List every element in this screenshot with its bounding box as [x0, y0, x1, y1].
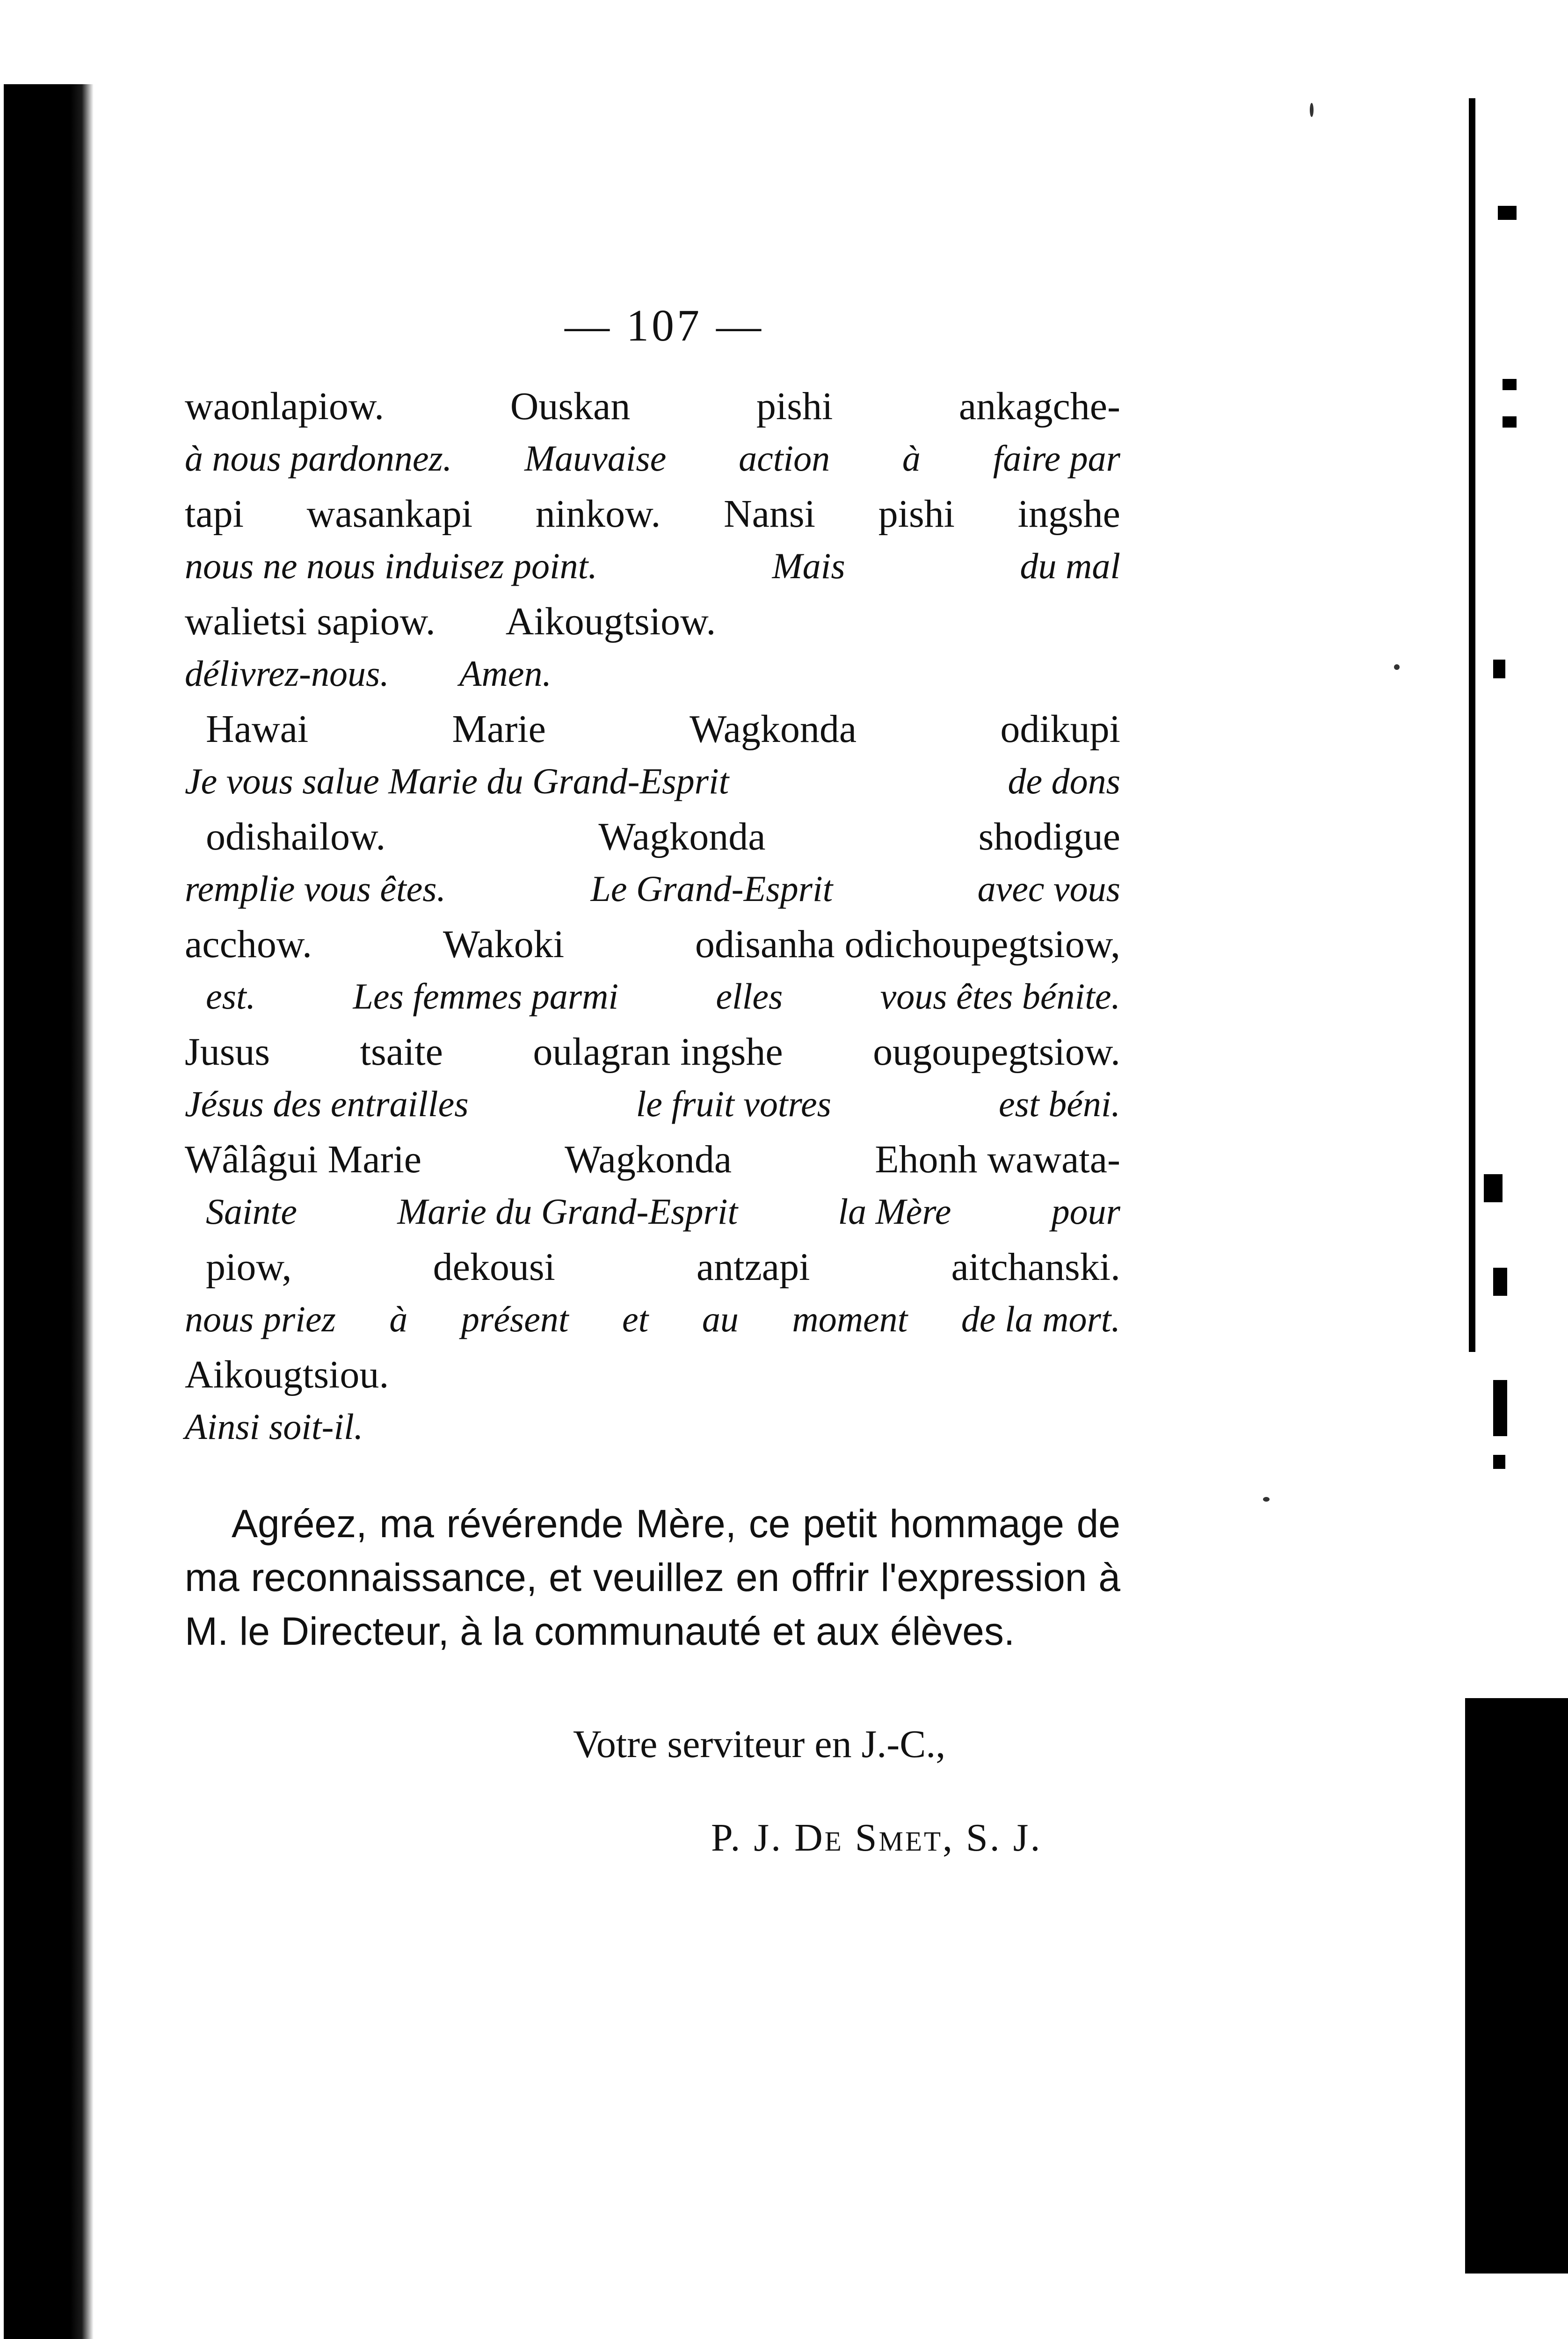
- original-line: [185, 1137, 1120, 1191]
- line-word: à: [389, 1299, 408, 1339]
- line-word: Le Grand-Esprit: [590, 868, 833, 909]
- line-word: tapi: [185, 492, 244, 536]
- line-word: action: [739, 438, 830, 479]
- line-word: Marie: [452, 707, 546, 751]
- line-word: à nous pardonnez.: [185, 438, 452, 479]
- line-word: la Mère: [838, 1191, 951, 1232]
- translation-line: [185, 1083, 1120, 1137]
- translation-line: [185, 868, 1120, 922]
- line-word: du mal: [1020, 545, 1120, 586]
- line-word: odishailow.: [206, 815, 386, 858]
- line-word: pishi: [878, 492, 955, 536]
- line-word: faire par: [993, 438, 1120, 479]
- line-word: Aikougtsiou.: [185, 1353, 389, 1396]
- book-binding-edge: [0, 84, 94, 2339]
- original-line: [185, 1352, 1120, 1406]
- line-word: nous priez: [185, 1299, 336, 1339]
- translation-line: [185, 545, 1120, 599]
- line-word: ingshe: [1017, 492, 1120, 536]
- prayer-text-block: [185, 384, 1120, 1460]
- line-word: acchow.: [185, 923, 312, 966]
- line-word: Hawai: [206, 707, 309, 751]
- line-word: à: [902, 438, 921, 479]
- valediction: Votre serviteur en J.-C.,: [573, 1722, 946, 1766]
- line-word: avec vous: [977, 868, 1120, 909]
- line-word: ninkow.: [535, 492, 661, 536]
- line-word: Ehonh wawata-: [875, 1138, 1120, 1181]
- line-word: walietsi sapiow.: [185, 600, 436, 643]
- original-line: [185, 384, 1120, 437]
- line-word: tsaite: [360, 1030, 443, 1074]
- line-word: Mauvaise: [524, 438, 667, 479]
- line-word: Nansi: [723, 492, 815, 536]
- original-line: [185, 1244, 1120, 1298]
- line-word: Wagkonda: [598, 815, 766, 858]
- line-word: Marie du Grand-Esprit: [397, 1191, 738, 1232]
- line-word: est.: [206, 976, 256, 1017]
- line-word: waonlapiow.: [185, 385, 385, 428]
- line-word: oulagran ingshe: [533, 1030, 783, 1074]
- line-word: remplie vous êtes.: [185, 868, 446, 909]
- line-word: antzapi: [696, 1245, 810, 1289]
- line-word: présent: [461, 1299, 569, 1339]
- line-word: le fruit votres: [636, 1083, 831, 1124]
- scan-speck: [1310, 103, 1314, 117]
- line-word: de dons: [1008, 761, 1120, 801]
- translation-line: [185, 1298, 1120, 1352]
- closing-paragraph: Agréez, ma révérende Mère, ce petit hommage de ma reconnaissance, et veuillez en offrir l'expression à M. le Directeur, à la communauté et aux élèves.: [185, 1502, 1120, 1653]
- line-word: délivrez-nous.: [185, 653, 389, 694]
- line-word: odikupi: [1000, 707, 1120, 751]
- line-word: piow,: [206, 1245, 292, 1289]
- original-line: [185, 922, 1120, 975]
- line-word: est béni.: [999, 1083, 1120, 1124]
- signature: P. J. De Smet, S. J.: [711, 1816, 1042, 1860]
- line-word: Ainsi soit-il.: [185, 1406, 363, 1447]
- translation-line: [185, 653, 1120, 706]
- line-word: vous êtes bénite.: [880, 976, 1120, 1017]
- line-word: Sainte: [206, 1191, 297, 1232]
- line-word: Aikougtsiow.: [505, 600, 716, 643]
- line-word: Je vous salue Marie du Grand-Esprit: [185, 761, 729, 801]
- line-word: Ouskan: [510, 385, 631, 428]
- line-word: de la mort.: [961, 1299, 1120, 1339]
- translation-line: [185, 760, 1120, 814]
- line-word: Wagkonda: [690, 707, 857, 751]
- line-word: elles: [716, 976, 783, 1017]
- line-word: au: [702, 1299, 739, 1339]
- line-word: et: [622, 1299, 649, 1339]
- line-word: shodigue: [978, 815, 1120, 858]
- translation-line: [185, 975, 1120, 1029]
- original-line: [185, 814, 1120, 868]
- line-word: Wakoki: [443, 923, 565, 966]
- line-word: moment: [792, 1299, 908, 1339]
- page-outer-edge: [1465, 98, 1568, 2180]
- line-word: ankagche-: [958, 385, 1120, 428]
- original-line: [185, 599, 1120, 653]
- line-word: Mais: [772, 545, 845, 586]
- translation-line: [185, 1406, 1120, 1460]
- line-word: wasankapi: [306, 492, 473, 536]
- line-word: dekousi: [433, 1245, 555, 1289]
- line-word: pishi: [756, 385, 833, 428]
- line-word: Wâlâgui Marie: [185, 1138, 422, 1181]
- line-word: Wagkonda: [565, 1138, 732, 1181]
- line-word: odisanha odichoupegtsiow,: [695, 923, 1120, 966]
- original-line: [185, 1029, 1120, 1083]
- line-word: Jésus des entrailles: [185, 1083, 469, 1124]
- line-word: pour: [1051, 1191, 1120, 1232]
- original-line: [185, 491, 1120, 545]
- line-word: Amen.: [459, 653, 552, 694]
- closing-section: [185, 1497, 1120, 1658]
- page-number: — 107 —: [565, 300, 764, 350]
- line-word: aitchanski.: [951, 1245, 1120, 1289]
- scan-speck: [1394, 664, 1400, 670]
- translation-line: [185, 437, 1120, 491]
- line-word: ougoupegtsiow.: [873, 1030, 1120, 1074]
- line-word: nous ne nous induisez point.: [185, 545, 597, 586]
- line-word: Les femmes parmi: [353, 976, 619, 1017]
- original-line: [185, 706, 1120, 760]
- scan-speck: [1263, 1497, 1270, 1502]
- translation-line: [185, 1191, 1120, 1244]
- line-word: Jusus: [185, 1030, 270, 1074]
